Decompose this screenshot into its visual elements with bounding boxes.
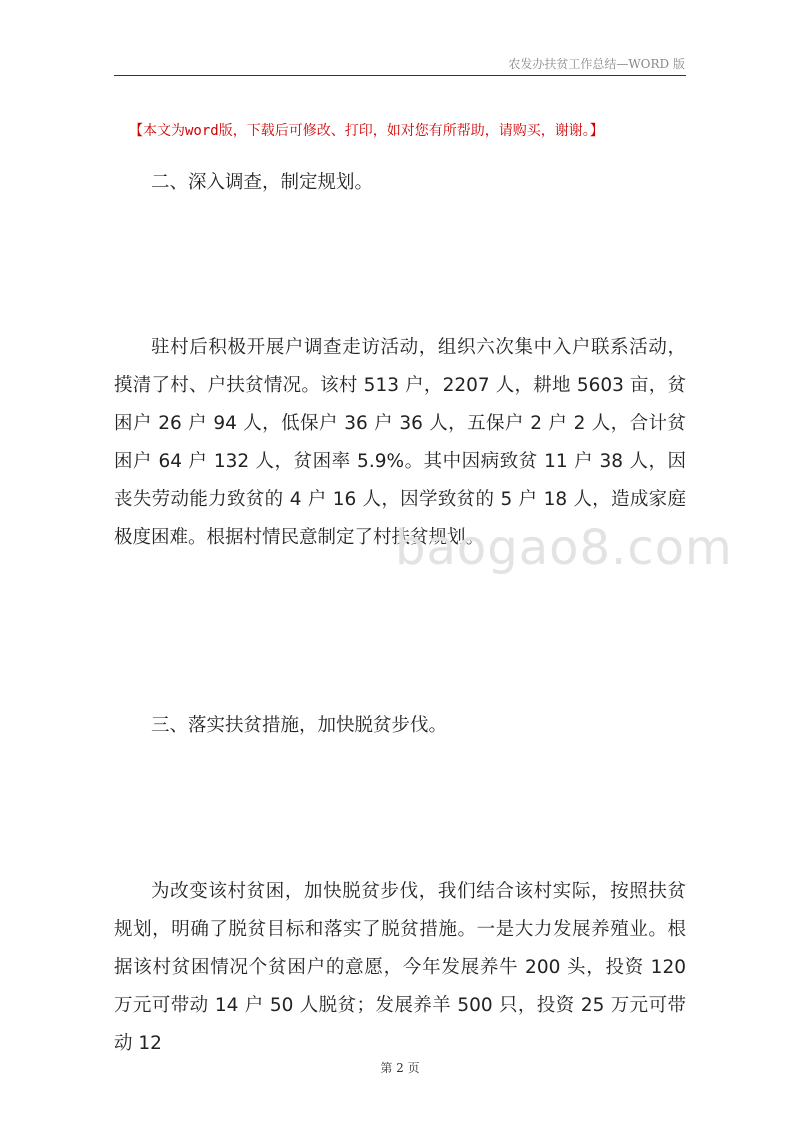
- section-paragraph-2: 驻村后积极开展户调查走访活动，组织六次集中入户联系活动，摸清了村、户扶贫情况。该村 513 户，2207 人，耕地 5603 亩，贫困户 26 户 94 人，低保户 36 户 36 人，五保户 2 户 2 人，合计贫困户 64 户 132 人，贫困率 5.9%。其中因病致贫 11 户 38 人，因丧失劳动能力致贫的 4 户 16 人，因学致贫的 5 户 18 人，造成家庭极度困难。根据村情民意制定了村扶贫规划。: [114, 337, 687, 548]
- header-divider: [114, 75, 686, 76]
- page-number: 第 2 页: [380, 1061, 420, 1075]
- section-heading-3: 三、落实扶贫措施，加快脱贫步伐。: [151, 715, 448, 736]
- section-paragraph-3: 为改变该村贫困，加快脱贫步伐，我们结合该村实际，按照扶贫规划，明确了脱贫目标和落实了脱贫措施。一是大力发展养殖业。根据该村贫困情况个贫困户的意愿，今年发展养牛 200 头，投资 120 万元可带动 14 户 50 人脱贫；发展养羊 500 只，投资 25 万元可带动 12: [114, 881, 686, 1054]
- header-title: 农发办扶贫工作总结—WORD 版: [508, 57, 685, 71]
- watermark: baogao8.com: [395, 520, 733, 576]
- purchase-notice: 【本文为word版，下载后可修改、打印，如对您有所帮助，请购买，谢谢。】: [129, 123, 604, 139]
- section-heading-2: 二、深入调查，制定规划。: [151, 172, 374, 193]
